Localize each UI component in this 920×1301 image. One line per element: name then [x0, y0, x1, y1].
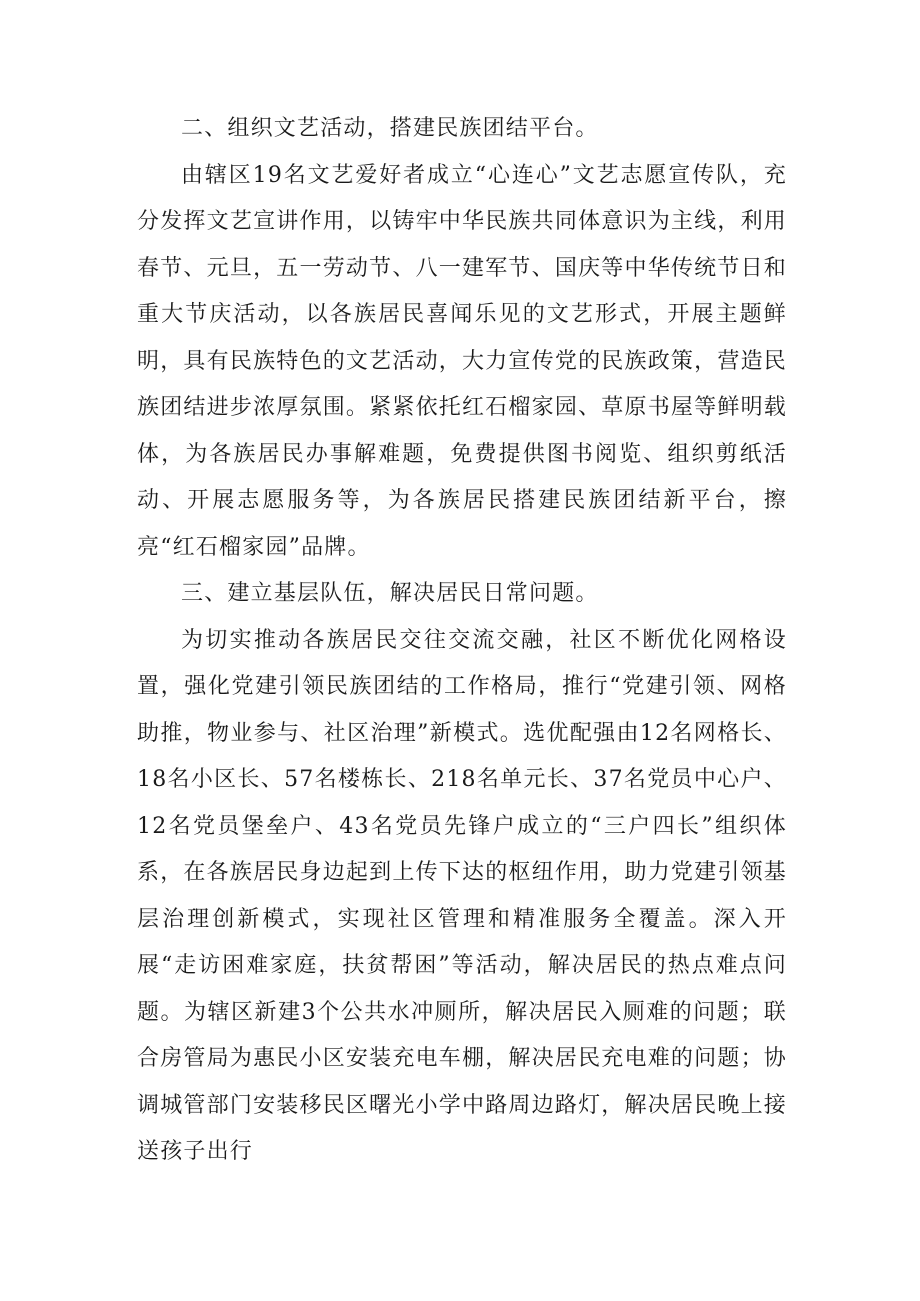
section-three-heading: 三、建立基层队伍，解决居民日常问题。	[181, 581, 599, 606]
section-three-paragraph: 为切实推动各族居民交往交流交融，社区不断优化网格设置，强化党建引领民族团结的工作格局，推行“党建引领、网格助推，物业参与、社区治理”新模式。选优配强由12名网格长、18名小区长、57名楼栋长、218名单元长、37名党员中心户、12名党员堡垒户、43名党员先锋户成立的“三户四长”组织体系，在各族居民身边起到上传下达的枢纽作用，助力党建引领基层治理创新模式，实现社区管理和精准服务全覆盖。深入开展“走访困难家庭，扶贫帮困”等活动，解决居民的热点难点问题。为辖区新建3个公共水冲厕所，解决居民入厕难的问题；联合房管局为惠民小区安装充电车棚，解决居民充电难的问题；协调城管部门安装移民区曙光小学中路周边路灯，解决居民晚上接送孩子出行	[137, 627, 787, 1164]
document-body	[137, 106, 787, 1176]
section-two-paragraph: 由辖区19名文艺爱好者成立“心连心”文艺志愿宣传队，充分发挥文艺宣讲作用，以铸牢中华民族共同体意识为主线，利用春节、元旦，五一劳动节、八一建军节、国庆等中华传统节日和重大节庆活动，以各族居民喜闻乐见的文艺形式，开展主题鲜明，具有民族特色的文艺活动，大力宣传党的民族政策，营造民族团结进步浓厚氛围。紧紧依托红石榴家园、草原书屋等鲜明载体，为各族居民办事解难题，免费提供图书阅览、组织剪纸活动、开展志愿服务等，为各族居民搭建民族团结新平台，擦亮“红石榴家园”品牌。	[137, 162, 787, 560]
section-two-heading: 二、组织文艺活动，搭建民族团结平台。	[181, 116, 599, 141]
